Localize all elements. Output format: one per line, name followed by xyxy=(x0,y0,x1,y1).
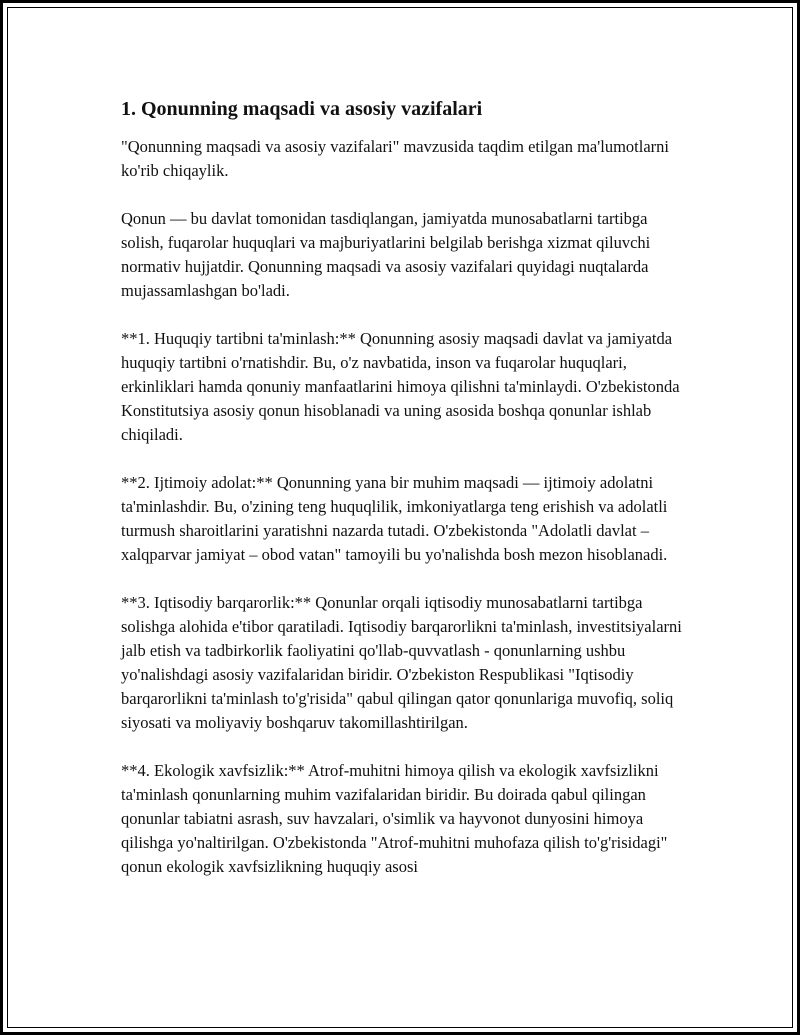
definition-paragraph: Qonun — bu davlat tomonidan tasdiqlangan, jamiyatda munosabatlarni tartibga solish, fuqarolar huquqlari va majburiyatlarini belgilab berishga xizmat qiluvchi normativ hujjatdir. Qonunning maqsadi va asosiy vazifalari quyidagi nuqtalarda mujassamlashgan bo'ladi. xyxy=(121,209,651,300)
section-title: 1. Qonunning maqsadi va asosiy vazifalari xyxy=(121,98,483,120)
point-2-paragraph: **2. Ijtimoiy adolat:** Qonunning yana bir muhim maqsadi — ijtimoiy adolatni ta'minlashdir. Bu, o'zining teng huquqlilik, imkoniyatlarga teng erishish va adolatli turmush sharoitlarini yaratishni nazarda tutadi. O'zbekistonda "Adolatli davlat – xalqparvar jamiyat – obod vatan" tamoyili bu yo'nalishda bosh mezon hisoblanadi. xyxy=(121,473,668,564)
point-4-paragraph: **4. Ekologik xavfsizlik:** Atrof-muhitni himoya qilish va ekologik xavfsizlikni ta'minlash qonunlarning muhim vazifalaridan biridir. Bu doirada qabul qilingan qonunlar tabiatni asrash, suv havzalari, o'simlik va hayvonot dunyosini himoya qilishga yo'naltirilgan. O'zbekistonda "Atrof-muhitni muhofaza qilish to'g'risidagi" qonun ekologik xavfsizlikning huquqiy asosi xyxy=(121,761,668,876)
point-1-paragraph: **1. Huquqiy tartibni ta'minlash:** Qonunning asosiy maqsadi davlat va jamiyatda huquqiy tartibni o'rnatishdir. Bu, o'z navbatida, inson va fuqarolar huquqlari, erkinliklari hamda qonuniy manfaatlarini himoya qilishni ta'minlaydi. O'zbekistonda Konstitutsiya asosiy qonun hisoblanadi va uning asosida boshqa qonunlar ishlab chiqiladi. xyxy=(121,329,680,444)
document-body xyxy=(121,95,691,903)
point-3-paragraph: **3. Iqtisodiy barqarorlik:** Qonunlar orqali iqtisodiy munosabatlarni tartibga solishga alohida e'tibor qaratiladi. Iqtisodiy barqarorlikni ta'minlash, investitsiyalarni jalb etish va tadbirkorlik faoliyatini qo'llab-quvvatlash - qonunlarning ushbu yo'nalishdagi asosiy vazifalaridan biridir. O'zbekiston Respublikasi "Iqtisodiy barqarorlikni ta'minlash to'g'risida" qabul qilingan qator qonunlariga muvofiq, soliq siyosati va moliyaviy boshqaruv takomillashtirilgan. xyxy=(121,593,682,732)
intro-paragraph: "Qonunning maqsadi va asosiy vazifalari" mavzusida taqdim etilgan ma'lumotlarni ko'rib chiqaylik. xyxy=(121,137,669,180)
